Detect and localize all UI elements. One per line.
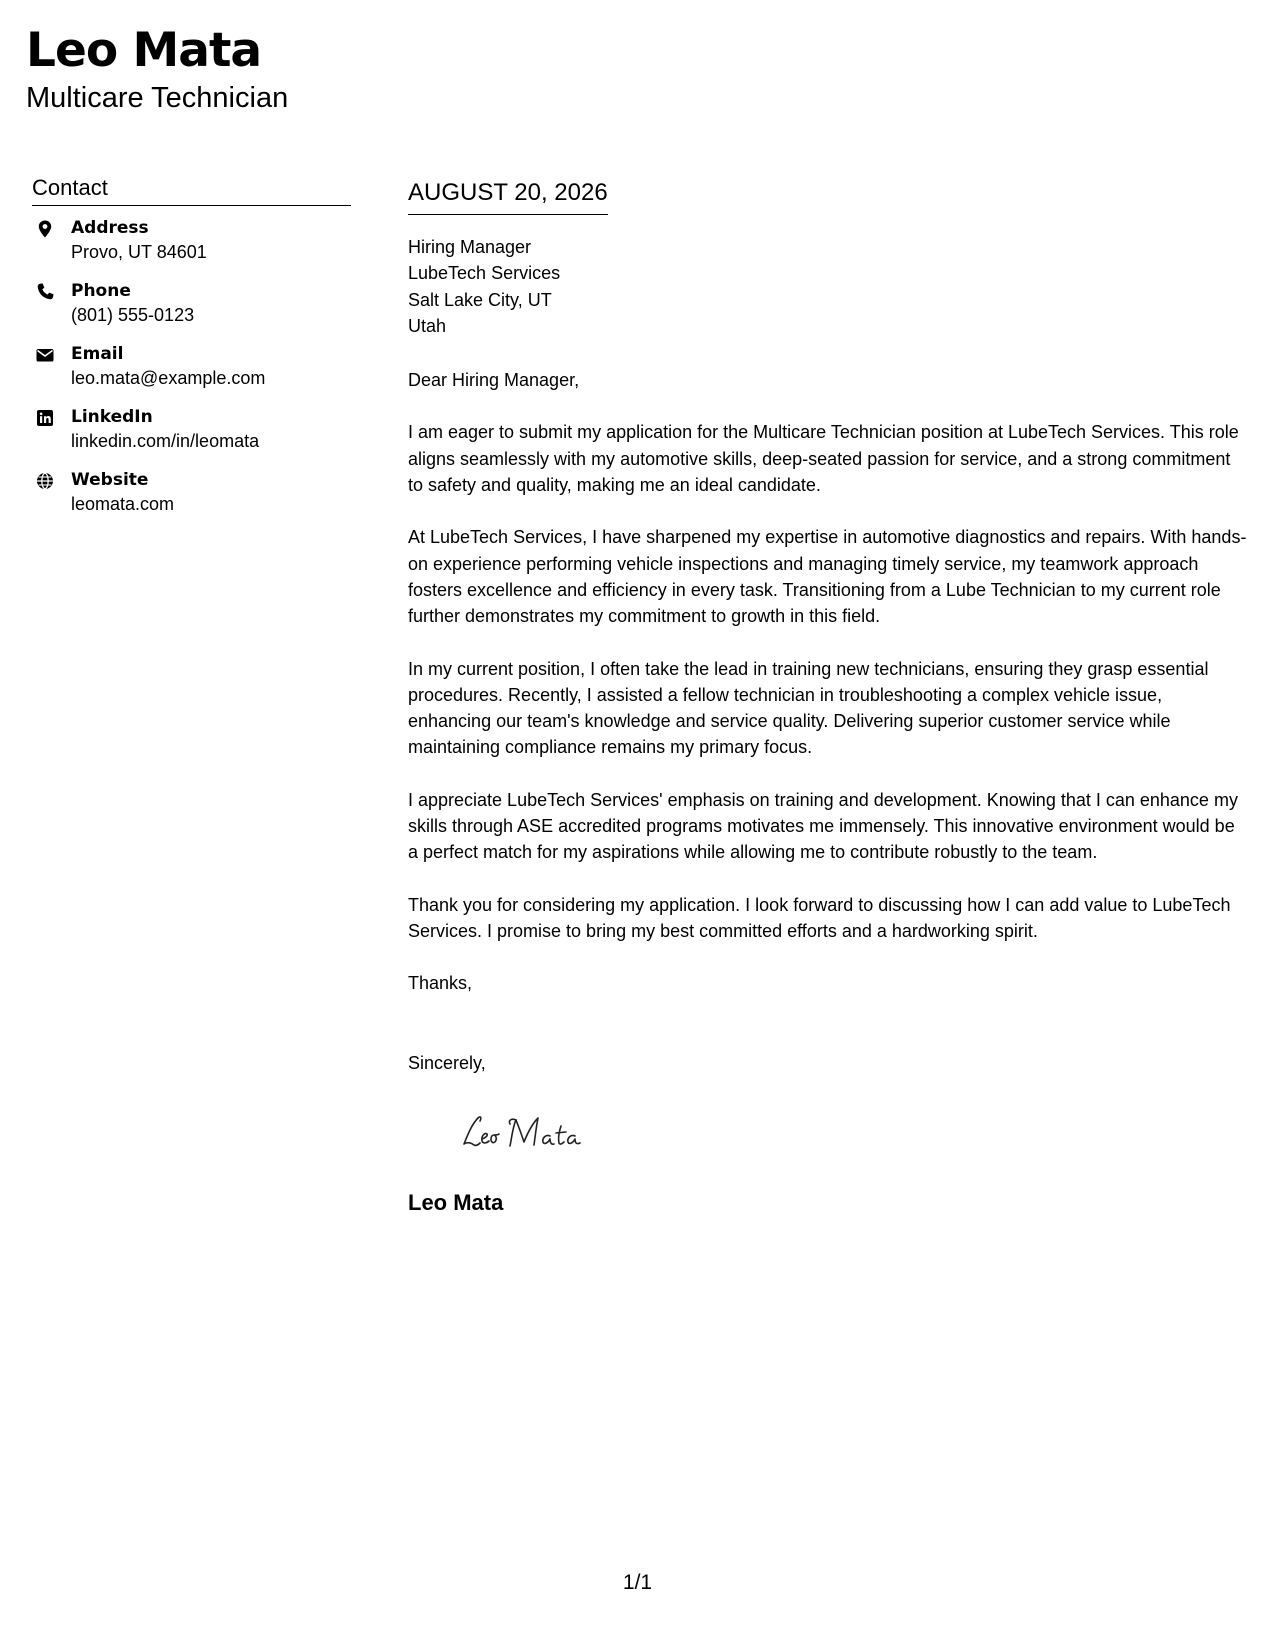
job-title: Multicare Technician: [26, 82, 289, 114]
globe-icon: [35, 471, 55, 491]
contact-value: leo.mata@example.com: [71, 368, 266, 388]
contact-value: linkedin.com/in/leomata: [71, 431, 260, 451]
recipient-block: [408, 234, 1248, 339]
contact-label: Email: [71, 344, 124, 364]
signer-name: Leo Mata: [408, 1189, 504, 1215]
body-paragraph: At LubeTech Services, I have sharpened my expertise in automotive diagnostics and repairs. With hands-on experience performing vehicle inspections and managing timely service, my teamwork approach fosters excellence and efficiency in every task. Transitioning from a Lube Technician to my current role further demonstrates my commitment to growth in this field.: [408, 527, 1247, 627]
contact-value: leomata.com: [71, 494, 175, 514]
header: [26, 22, 288, 115]
page-number: 1/1: [622, 1571, 653, 1594]
letter-body: [408, 178, 1248, 1217]
contact-label: LinkedIn: [71, 407, 153, 427]
linkedin-icon: [35, 408, 55, 428]
contact-item-email: [32, 342, 351, 405]
map-pin-icon: [35, 219, 55, 239]
letter-date: AUGUST 20, 2026: [408, 178, 608, 215]
contact-item-website: [32, 468, 351, 531]
contact-list: [32, 216, 351, 531]
contact-value: Provo, UT 84601: [71, 242, 207, 262]
applicant-name: Leo Mata: [26, 23, 262, 78]
contact-label: Phone: [71, 281, 131, 301]
recipient-line: LubeTech Services: [408, 263, 561, 284]
closing: Thanks,: [408, 973, 473, 994]
contact-value: (801) 555-0123: [71, 305, 195, 325]
body-paragraph: I am eager to submit my application for the Multicare Technician position at LubeTech Services. This role aligns seamlessly with my automotive skills, deep-seated passion for service, and a strong commitment to safety and quality, making me an ideal candidate.: [408, 422, 1239, 496]
envelope-icon: [35, 345, 55, 365]
salutation: Dear Hiring Manager,: [408, 370, 580, 391]
body-paragraph: I appreciate LubeTech Services' emphasis on training and development. Knowing that I can enhance my skills through ASE accredited programs motivates me immensely. This innovative environment would be a perfect match for my aspirations while allowing me to contribute robustly to the team.: [408, 789, 1238, 863]
contact-label: Website: [71, 470, 149, 490]
contact-item-phone: [32, 279, 351, 342]
signature: [458, 1108, 618, 1154]
contact-item-address: [32, 216, 351, 279]
contact-heading: Contact: [32, 174, 351, 206]
recipient-line: Utah: [408, 315, 447, 336]
recipient-line: Salt Lake City, UT: [408, 289, 552, 310]
body-paragraph: Thank you for considering my application. I look forward to discussing how I can add value to LubeTech Services. I promise to bring my best committed efforts and a hardworking spirit.: [408, 894, 1231, 941]
contact-label: Address: [71, 218, 149, 238]
body-paragraph: In my current position, I often take the lead in training new technicians, ensuring they grasp essential procedures. Recently, I assisted a fellow technician in troubleshooting a complex vehicle issue, enhancing our team's knowledge and service quality. Delivering superior customer service while maintaining compliance remains my primary focus.: [408, 658, 1209, 758]
contact-sidebar: [32, 174, 351, 531]
phone-icon: [35, 282, 55, 302]
recipient-line: Hiring Manager: [408, 237, 532, 257]
contact-item-linkedin: [32, 405, 351, 468]
sign-off: Sincerely,: [408, 1052, 486, 1073]
